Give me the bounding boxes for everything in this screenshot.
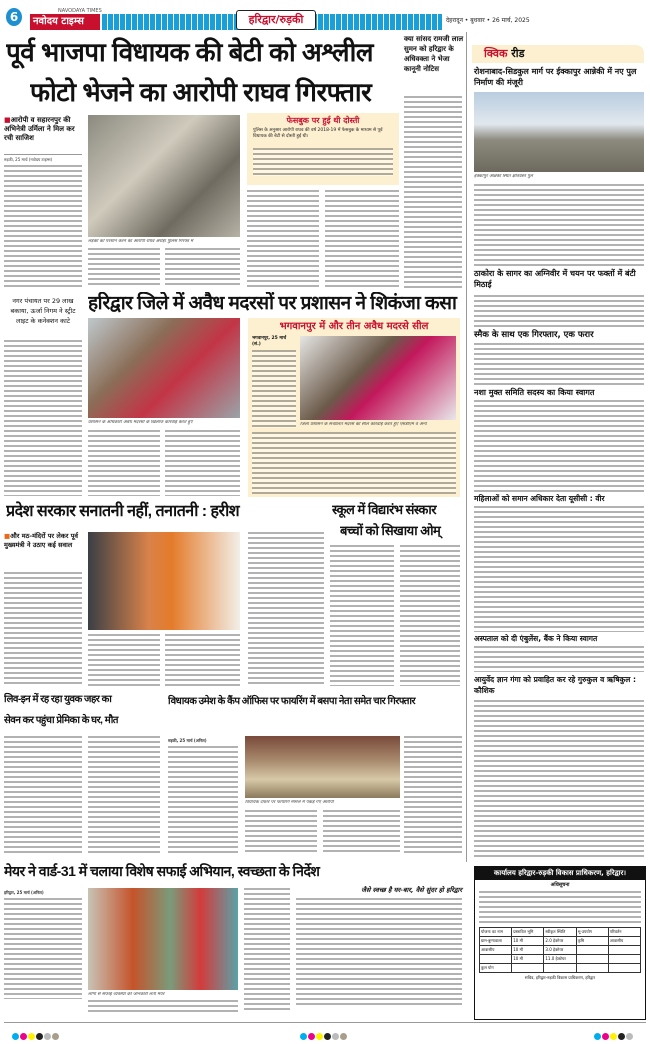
harish-photo — [88, 532, 240, 630]
page-number: 6 — [6, 8, 22, 26]
school-headline-2: बच्चों को सिखाया ओम् — [340, 523, 441, 538]
black-dot-icon — [324, 1033, 331, 1040]
notice-cell: आवासीय — [608, 937, 640, 946]
bhagwanpur-body-2 — [252, 432, 456, 494]
notice-body — [479, 891, 641, 925]
firing-body-col1 — [168, 746, 238, 855]
quick-read-photo-caption: ईक्कापुर आन्नेकी स्थित क्षतिग्रस्त पुल — [474, 174, 533, 179]
quick-read-item-4-body — [474, 506, 644, 632]
quick-read-item-4: महिलाओं को समान अधिकार देता यूसीसी : वीर — [474, 494, 605, 503]
facebook-box-body — [253, 148, 393, 176]
bhagwanpur-dateline: भगवानपुर, 25 मार्च (सं.) — [252, 336, 287, 347]
quick-read-item-3-body — [474, 400, 644, 492]
lead-headline-1: पूर्व भाजपा विधायक की बेटी को अश्लील — [6, 37, 373, 67]
magenta-dot-icon — [308, 1033, 315, 1040]
livein-body-col1 — [4, 736, 82, 854]
notice-cell: आवासीय — [480, 946, 512, 955]
quick-read-label — [472, 45, 644, 63]
registration-dots-center — [300, 1025, 348, 1044]
notice-cell — [608, 946, 640, 955]
mayor-sub-body — [296, 898, 462, 1005]
bullet-icon: ■ — [4, 116, 11, 124]
notice-cell: 10 मी — [512, 955, 544, 964]
side-story-headline: नगर पंचायत पर 29 लाख बकाया, ऊर्जा निगम ने स्ट्रीट लाइट के कनेक्शन काटे — [10, 297, 76, 325]
firing-photo-caption: विधायक दफ्तर पर फायरिंग मामले में पकड़े गए आरोपी — [245, 800, 334, 805]
quick-read-item-5: अस्पताल को दी एंबुलेंस, बैंक ने किया स्वागत — [474, 634, 598, 643]
quick-read-item-1-body — [474, 295, 644, 327]
side-story-body — [4, 340, 82, 496]
notice-cell — [512, 964, 544, 973]
livein-headline-2: सेवन कर पहुंचा प्रेमिका के घर, मौत — [4, 715, 118, 726]
date-line: देहरादून • बुधवार • 26 मार्च, 2025 — [446, 17, 530, 24]
quick-read-item-1: ठाकोरा के सागर का अग्निवीर में चयन पर फक्तों में बंटी मिठाई — [474, 269, 636, 289]
lead-dateline: रुड़की, 25 मार्च (नवोदय टाइम्स) — [4, 157, 53, 162]
notice-cell — [576, 955, 608, 964]
bhagwanpur-headline: भगवानपुर में और तीन अवैध मदरसे सील — [279, 321, 429, 332]
madrasa-body-col2 — [165, 430, 240, 496]
lead-body — [4, 165, 82, 288]
quick-read-item-2: स्मैक के साथ एक गिरफ्तार, एक फरार — [474, 330, 594, 340]
mayor-photo-caption: लोगों से सफाई व्यवस्था की जानकारी लेती मेयर — [88, 992, 165, 997]
section-tag: हरिद्वार/रुड़की — [236, 10, 316, 30]
bhagwanpur-box — [248, 318, 460, 497]
lead-photo-caption: लड़की को परेशान करने का आरोपी राघव अरोड़ा पुलिस गिरफ्त में — [88, 239, 194, 244]
registration-dots-left — [12, 1025, 60, 1044]
notice-row — [480, 964, 641, 973]
mayor-photo — [88, 888, 238, 990]
magenta-dot-icon — [602, 1033, 609, 1040]
firing-body-col4 — [404, 736, 462, 855]
grey-dot-icon — [626, 1033, 633, 1040]
brand-logo: नवोदय टाइम्स — [30, 14, 100, 30]
right-top-headline: क्या सांसद रामजी लाल सुमन को हरिद्वार के अधिवक्ता ने भेजा कानूनी नोटिस — [404, 35, 464, 73]
notice-cell — [576, 964, 608, 973]
yellow-dot-icon — [28, 1033, 35, 1040]
tan-dot-icon — [340, 1033, 347, 1040]
quick-read-item-2-body — [474, 343, 644, 385]
mayor-sub-headline: जैसे स्वच्छ है घर-बार, वैसे सुंदर हो हरिद्वार — [361, 886, 462, 894]
notice-cell: 10 मी — [512, 937, 544, 946]
firing-dateline: रुड़की, 25 मार्च (अनिल) — [168, 738, 207, 743]
notice-col: परिवर्तन — [608, 928, 640, 937]
notice-title: कार्यालय हरिद्वार-रुड़की विकास प्राधिकरण, हरिद्वार। — [475, 867, 645, 880]
quick-read-headline: रोशनाबाद-सिडकुल मार्ग पर ईक्कापुर आन्नेकी में नए पुल निर्माण की मंजूरी — [474, 67, 637, 87]
harish-body-col4 — [248, 532, 324, 686]
tan-dot-icon — [52, 1033, 59, 1040]
lead-body-col3 — [165, 248, 240, 288]
notice-col: प्रस्तावित भूमि — [512, 928, 544, 937]
notice-cell: 10 मी — [512, 946, 544, 955]
quick-read-body — [474, 184, 644, 266]
harish-subhead-text: और मठ-मंदिरों पर लेकर पूर्व मुख्यमंत्री ने उठाए कई सवाल — [4, 532, 78, 549]
right-top-body — [404, 96, 462, 288]
masthead — [0, 0, 650, 30]
bhagwanpur-photo-caption: जिला प्रशासन के संचालित मदरसे को सील कार्रवाई करते हुए एसडीएम व अन्य — [300, 422, 427, 427]
notice-cell — [544, 964, 576, 973]
notice-cell — [480, 955, 512, 964]
registration-dots-right — [594, 1025, 634, 1044]
facebook-box-title: फेसबुक पर हुई थी दोस्ती — [286, 116, 360, 125]
harish-body-col1 — [4, 572, 82, 686]
bullet-icon: ■ — [4, 532, 11, 540]
quick-read-label-2: रीड — [511, 47, 525, 60]
mayor-body-col1 — [4, 898, 82, 999]
notice-subtitle: अधिसूचना — [550, 882, 570, 888]
quick-read-item-3: नशा मुक्त समिति सदस्य का किया स्वागत — [474, 388, 595, 397]
lead-body-col5 — [325, 190, 399, 288]
notice-row — [480, 937, 641, 946]
mayor-body-col2 — [88, 1000, 238, 1012]
facebook-box — [247, 113, 399, 185]
notice-cell: 3.0 हेक्टेयर — [544, 946, 576, 955]
lead-subhead-text: आरोपी व सहारनपुर की अभिनेत्री उर्मिला ने मिल कर रची साजिश — [4, 116, 75, 142]
firing-photo — [245, 736, 400, 798]
livein-body-col2 — [88, 736, 160, 854]
notice-cell — [576, 946, 608, 955]
quick-read-item-5-body — [474, 646, 644, 672]
quick-read-photo — [474, 92, 644, 172]
black-dot-icon — [618, 1033, 625, 1040]
notice-row — [480, 955, 641, 964]
facebook-box-text: पुलिस के अनुसार आरोपी राघव की वर्ष 2018-19 में फेसबुक के माध्यम से पूर्व विधायक की बेटी से दोस्ती हुई थी। — [253, 128, 383, 139]
firing-body-col3 — [323, 810, 400, 855]
bhagwanpur-photo — [300, 336, 456, 420]
mayor-headline: मेयर ने वार्ड-31 में चलाया विशेष सफाई अभियान, स्वच्छता के निर्देश — [4, 863, 320, 879]
harish-subhead — [4, 532, 82, 550]
notice-box — [474, 866, 646, 1020]
notice-signature: सचिव, हरिद्वार-रुड़की विकास प्राधिकरण, हरिद्वार — [524, 975, 596, 980]
notice-cell: 2.0 हेक्टेयर — [544, 937, 576, 946]
grey-dot-icon — [44, 1033, 51, 1040]
lead-photo — [88, 115, 240, 237]
madrasa-photo — [88, 318, 240, 418]
madrasa-body-col1 — [88, 430, 160, 496]
yellow-dot-icon — [316, 1033, 323, 1040]
notice-col: भू-उपयोग — [576, 928, 608, 937]
notice-table-header — [480, 928, 641, 937]
madrasa-headline: हरिद्वार जिले में अवैध मदरसों पर प्रशासन ने शिकंजा कसा — [88, 293, 457, 314]
school-headline-1: स्कूल में विद्यारंभ संस्कार — [332, 502, 437, 517]
notice-table — [479, 927, 641, 973]
notice-row — [480, 946, 641, 955]
harish-body-col3 — [165, 634, 240, 686]
notice-cell — [608, 964, 640, 973]
column-divider — [466, 32, 467, 862]
lead-subhead — [4, 116, 82, 143]
notice-cell — [608, 955, 640, 964]
mayor-dateline: हरिद्वार, 25 मार्च (अनिल) — [4, 890, 44, 895]
quick-read-label-1: क्विक — [484, 47, 508, 60]
brand-small: NAVODAYA TIMES — [58, 8, 102, 14]
yellow-dot-icon — [610, 1033, 617, 1040]
harish-headline: प्रदेश सरकार सनातनी नहीं, तनातनी : हरीश — [6, 503, 240, 520]
divider — [4, 154, 82, 155]
black-dot-icon — [36, 1033, 43, 1040]
lead-body-col4 — [247, 190, 319, 288]
bottom-rule — [4, 1022, 646, 1023]
mayor-body-col3 — [244, 888, 290, 1012]
quick-read-item-6: आयुर्वेद ज्ञान गंगा को प्रवाहित कर रहे गुरुकुल व ऋषिकुल : कौशिक — [474, 675, 636, 695]
grey-dot-icon — [332, 1033, 339, 1040]
firing-headline: विधायक उमेश के कैंप ऑफिस पर फायरिंग में बसपा नेता समेत चार गिरफ्तार — [168, 696, 416, 707]
school-body-col1 — [330, 545, 394, 686]
lead-body-col2 — [88, 248, 160, 288]
cyan-dot-icon — [300, 1033, 307, 1040]
bhagwanpur-body-1 — [252, 350, 296, 428]
notice-cell: ग्राम-बुग्गावाला — [480, 937, 512, 946]
magenta-dot-icon — [20, 1033, 27, 1040]
madrasa-photo-caption: प्रशासन के अधिकारी अवैध मदरसों के खिलाफ कार्रवाई करते हुए — [88, 420, 193, 425]
lead-headline-2: फोटो भेजने का आरोपी राघव गिरफ्तार — [30, 77, 372, 107]
harish-body-col2 — [88, 634, 160, 686]
cyan-dot-icon — [12, 1033, 19, 1040]
notice-cell: 11.0 हेक्टेयर — [544, 955, 576, 964]
firing-body-col2 — [245, 810, 317, 855]
quick-read-item-6-body — [474, 700, 644, 860]
livein-headline-1: लिव-इन में रह रहा युवक जहर का — [4, 694, 112, 705]
school-body-col2 — [400, 545, 460, 686]
notice-cell: कुल योग — [480, 964, 512, 973]
cyan-dot-icon — [594, 1033, 601, 1040]
notice-cell: कृषि — [576, 937, 608, 946]
notice-col: योजना का नाम — [480, 928, 512, 937]
notice-col: स्वीकृत स्थिति — [544, 928, 576, 937]
